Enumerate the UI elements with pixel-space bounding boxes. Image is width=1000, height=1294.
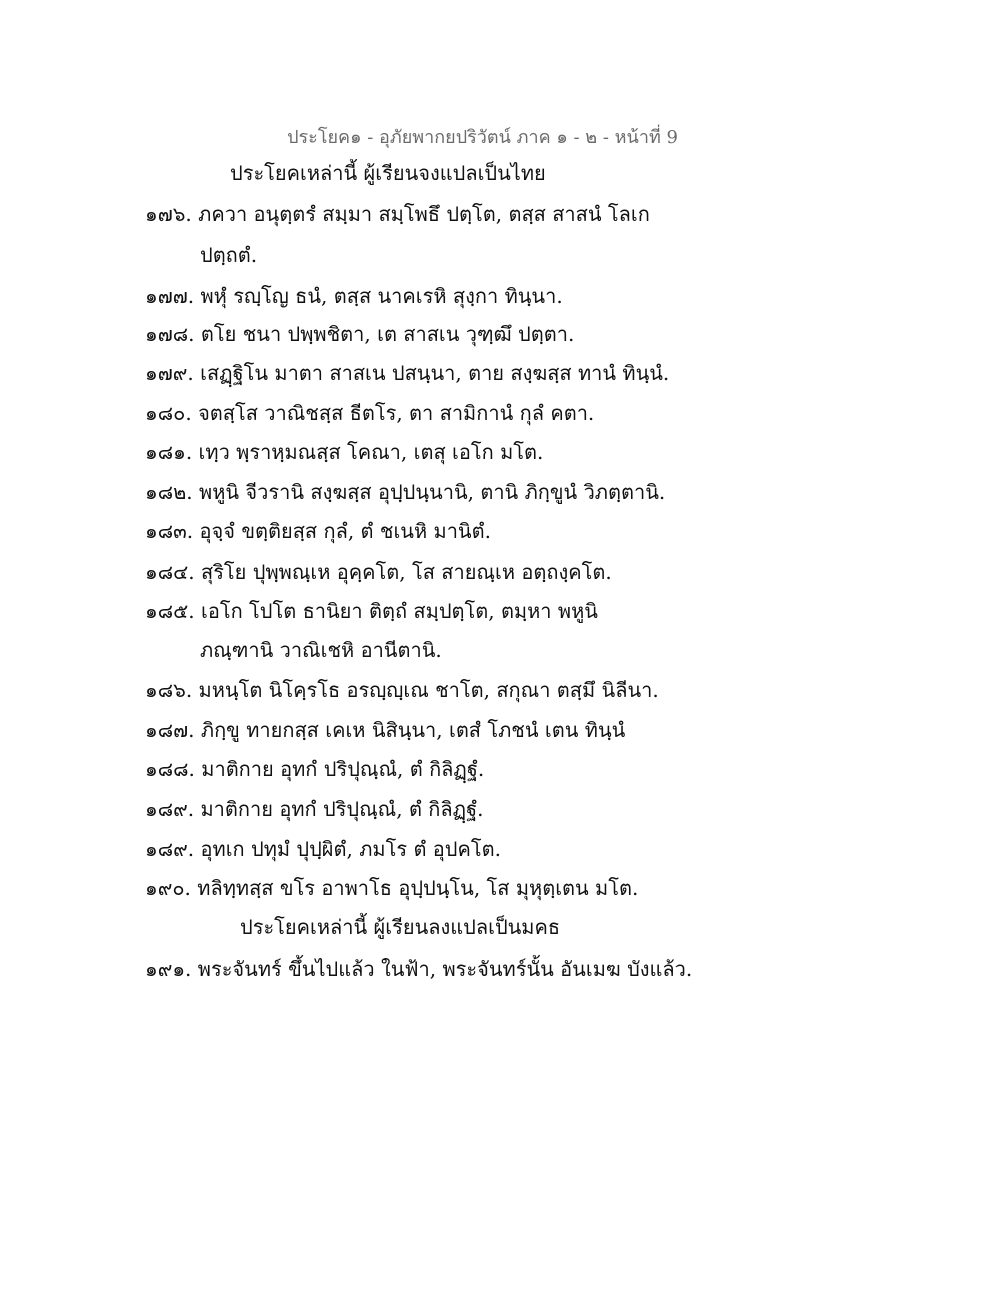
list-item [145,594,598,628]
list-item [145,952,692,986]
list-item [145,356,669,390]
section-heading-thai: ประโยคเหล่านี้ ผู้เรียนจงแปลเป็นไทย [230,161,546,185]
list-item [145,435,543,469]
item-text: พระจันทร์ ขึ้นไปแล้ว ในฟ้า, พระจันทร์นั้น อันเมฆ บังแล้ว. [197,957,693,981]
item-text: เสฏฺฐิโน มาตา สาสเน ปสนฺนา, ตาย สงฺฆสฺส ทานํ ทินฺนํ. [200,361,670,385]
item-number: ๑๗๘. [145,322,195,346]
item-number: ๑๘๗. [145,718,195,742]
list-item [145,279,563,313]
list-item [145,555,612,589]
page-header: ประโยค๑ - อุภัยพากยปริวัตน์ ภาค ๑ - ๒ - หน้าที่ 9 [287,127,678,148]
list-item [145,673,659,707]
list-item [145,396,594,430]
item-text: ตโย ชนา ปพฺพชิตา, เต สาสเน วุฑฺฒึ ปตฺตา. [200,322,575,346]
item-number: ๑๗๗. [145,284,195,308]
item-number: ๑๙๑. [145,957,192,981]
item-number: ๑๘๙. [145,837,195,861]
list-item [145,197,650,231]
item-number: ๑๗๙. [145,361,194,385]
item-text: พหุํ รญฺโญ ธนํ, ตสฺส นาคเรหิ สุงฺกา ทินฺนา. [200,284,563,308]
item-number: ๑๘๓. [145,519,194,543]
item-number: ๑๘๐. [145,401,192,425]
list-item [145,871,638,905]
item-text: มาติกาย อุทกํ ปริปุณฺณํ, ตํ กิลิฏฺฐํ. [201,757,485,781]
item-number: ๑๘๘. [145,757,195,781]
item-number: ๑๘๙. [145,797,195,821]
item-text: มหนฺโต นิโคฺรโธ อรญฺญฺเณ ชาโต, สกุณา ตสฺมึ นิลีนา. [198,678,659,702]
item-number: ๑๙๐. [145,876,191,900]
item-text: พหูนิ จีวรานิ สงฺฆสฺส อุปฺปนฺนานิ, ตานิ ภิกฺขูนํ วิภตฺตานิ. [199,480,666,504]
item-text: ทลิทฺทสฺส ขโร อาพาโธ อุปฺปนฺโน, โส มุหุตฺเตน มโต. [197,876,639,900]
item-number: ๑๘๔. [145,560,195,584]
list-item [145,713,625,747]
item-text: อุทเก ปทุมํ ปุปฺผิตํ, ภมโร ตํ อุปคโต. [200,837,501,861]
item-text: มาติกาย อุทกํ ปริปุณฺณํ, ตํ กิลิฏฺฐํ. [200,797,484,821]
item-text: เอโก โปโต ธานิยา ติตฺถํ สมฺปตฺโต, ตมฺหา พหูนิ [200,599,598,623]
item-number: ๑๘๕. [145,599,195,623]
item-number: ๑๘๒. [145,480,193,504]
item-text: จตสฺโส วาณิชสฺส ธีตโร, ตา สามิกานํ กุลํ คตา. [198,401,595,425]
list-item [145,475,665,509]
list-item [145,317,574,351]
list-item-continuation: ปตฺถตํ. [200,243,258,267]
item-text: เทฺว พฺราหฺมณสฺส โคณา, เตสุ เอโก มโต. [198,440,544,464]
item-number: ๑๗๖. [145,202,192,226]
item-text: สุริโย ปุพฺพณฺเห อุคฺคโต, โส สายณฺเห อตฺถงฺคโต. [200,560,612,584]
list-item-continuation: ภณฺฑานิ วาณิเชหิ อานีตานิ. [200,638,442,662]
list-item [145,792,483,826]
item-number: ๑๘๑. [145,440,193,464]
item-text: ภิกฺขู ทายกสฺส เคเห นิสินฺนา, เตสํ โภชนํ เตน ทินฺนํ [200,718,626,742]
list-item [145,514,491,548]
item-text: ภควา อนุตฺตรํ สมฺมา สมฺโพธึ ปตฺโต, ตสฺส สาสนํ โลเก [198,202,650,226]
item-number: ๑๘๖. [145,678,193,702]
section-heading-magadha: ประโยคเหล่านี้ ผู้เรียนลงแปลเป็นมคธ [240,915,561,939]
list-item [145,752,484,786]
list-item [145,832,501,866]
item-text: อุจฺจํ ขตฺติยสฺส กุลํ, ตํ ชเนหิ มานิตํ. [199,519,491,543]
